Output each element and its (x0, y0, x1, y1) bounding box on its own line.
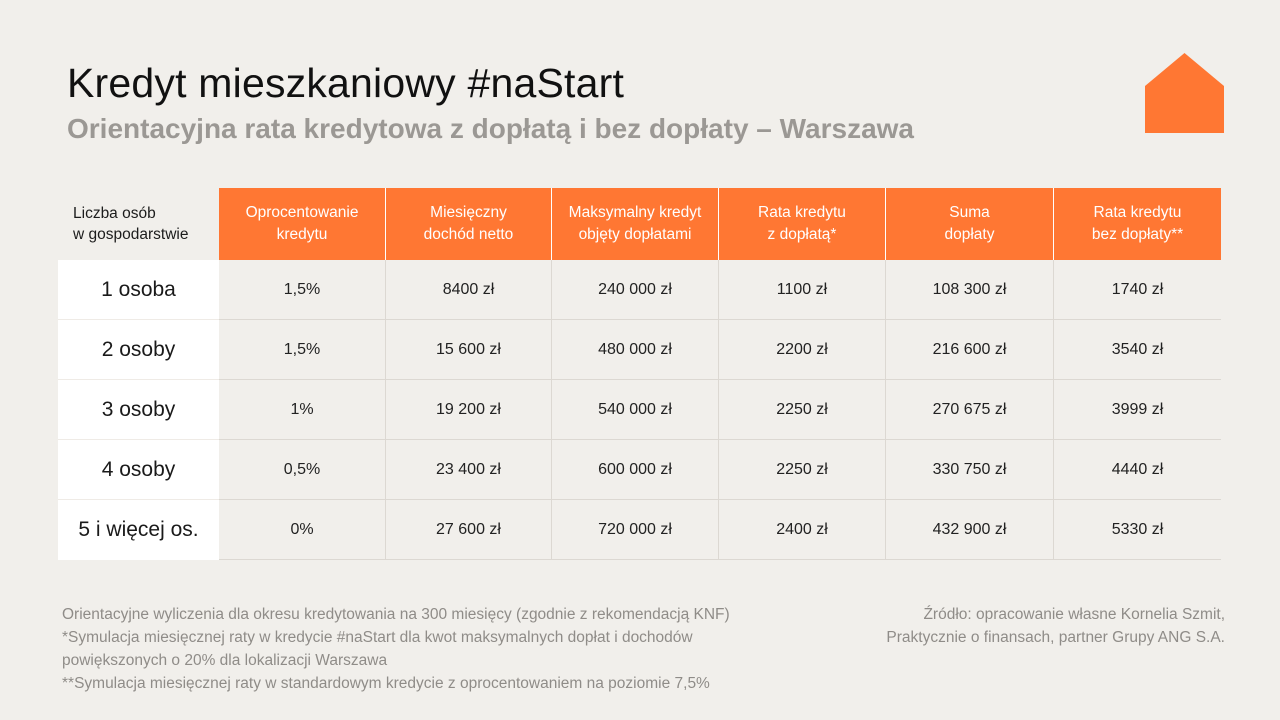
footnote-line: Orientacyjne wyliczenia dla okresu kredytowania na 300 miesięcy (zgodnie z rekomendacją KNF) (62, 606, 730, 623)
table-cell: 3999 zł (1054, 380, 1221, 440)
table-cell: 15 600 zł (386, 320, 552, 380)
footnote-line: *Symulacja miesięcznej raty w kredycie #naStart dla kwot maksymalnych dopłat i dochodów (62, 629, 693, 646)
table-cell: 1740 zł (1054, 260, 1221, 320)
page-subtitle: Orientacyjna rata kredytowa z dopłatą i bez dopłaty – Warszawa (67, 113, 914, 144)
table-cell: 0,5% (219, 440, 386, 500)
house-icon (1145, 53, 1224, 133)
column-header: Rata kredytu bez dopłaty** (1054, 188, 1221, 260)
table-cell: 2250 zł (719, 440, 886, 500)
row-label: 4 osoby (58, 440, 219, 500)
table-cell: 1,5% (219, 260, 386, 320)
table-cell: 19 200 zł (386, 380, 552, 440)
table-cell: 27 600 zł (386, 500, 552, 560)
row-label: 1 osoba (58, 260, 219, 320)
table-cell: 23 400 zł (386, 440, 552, 500)
table-cell: 5330 zł (1054, 500, 1221, 560)
table-cell: 270 675 zł (886, 380, 1054, 440)
footnotes (62, 603, 730, 695)
footnote-line: powiększonych o 20% dla lokalizacji Warszawa (62, 652, 388, 669)
table-cell: 480 000 zł (552, 320, 719, 380)
column-header: Maksymalny kredyt objęty dopłatami (552, 188, 719, 260)
table-cell: 240 000 zł (552, 260, 719, 320)
table-cell: 2400 zł (719, 500, 886, 560)
table-cell: 3540 zł (1054, 320, 1221, 380)
table-cell: 8400 zł (386, 260, 552, 320)
footnote-line: **Symulacja miesięcznej raty w standardowym kredycie z oprocentowaniem na poziomie 7,5% (62, 675, 710, 692)
column-header: Rata kredytu z dopłatą* (719, 188, 886, 260)
household-size-header: Liczba osób w gospodarstwie (73, 205, 189, 243)
row-label: 2 osoby (58, 320, 219, 380)
loan-table (58, 188, 1225, 560)
table-cell: 600 000 zł (552, 440, 719, 500)
row-label: 3 osoby (58, 380, 219, 440)
table-cell: 1% (219, 380, 386, 440)
column-header: Suma dopłaty (886, 188, 1054, 260)
table-cell: 4440 zł (1054, 440, 1221, 500)
source-note (886, 603, 1225, 649)
table-cell: 2250 zł (719, 380, 886, 440)
table-cell: 0% (219, 500, 386, 560)
table-cell: 2200 zł (719, 320, 886, 380)
table-cell: 540 000 zł (552, 380, 719, 440)
table-cell: 432 900 zł (886, 500, 1054, 560)
page-title: Kredyt mieszkaniowy #naStart (67, 60, 625, 106)
table-cell: 108 300 zł (886, 260, 1054, 320)
source-line: Źródło: opracowanie własne Kornelia Szmit, (923, 606, 1225, 623)
table-cell: 216 600 zł (886, 320, 1054, 380)
table-cell: 720 000 zł (552, 500, 719, 560)
source-line: Praktycznie o finansach, partner Grupy ANG S.A. (886, 629, 1225, 646)
table-cell: 1100 zł (719, 260, 886, 320)
table-cell: 330 750 zł (886, 440, 1054, 500)
column-header: Oprocentowanie kredytu (219, 188, 386, 260)
table-cell: 1,5% (219, 320, 386, 380)
row-label: 5 i więcej os. (58, 500, 219, 560)
column-header: Miesięczny dochód netto (386, 188, 552, 260)
